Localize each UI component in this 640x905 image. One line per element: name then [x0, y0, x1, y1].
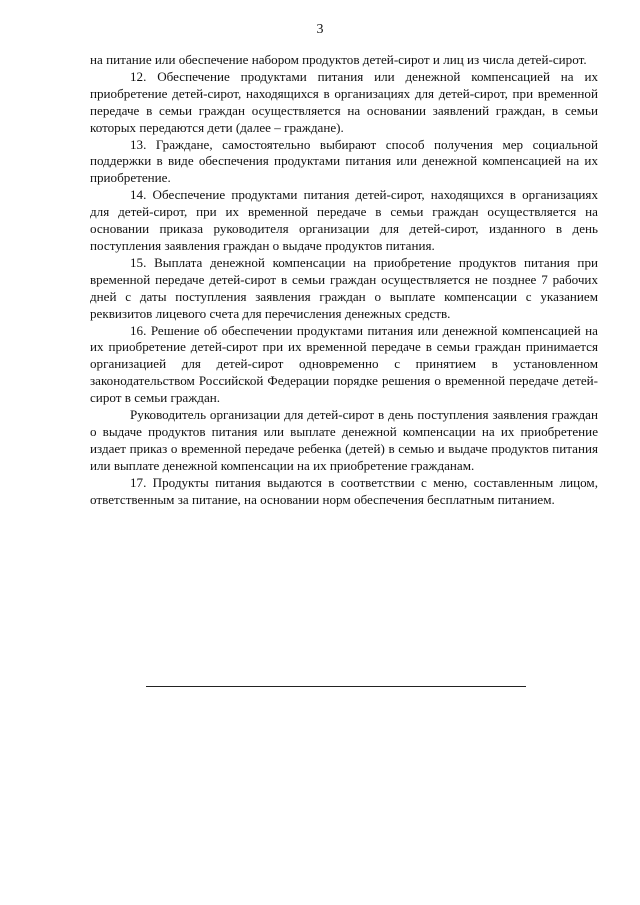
- paragraph-15: 15. Выплата денежной компенсации на приобретение продуктов питания при временной передаче детей-сирот в семьи граждан осуществляется не позднее 7 рабочих дней с даты поступления заявления граждан о выплате компенсации с указанием реквизитов лицевого счета для перечисления денежных средств.: [90, 254, 598, 321]
- end-rule: [146, 686, 526, 687]
- paragraph-17: 17. Продукты питания выдаются в соответствии с меню, составленным лицом, ответственным за питание, на основании норм обеспечения бесплатным питанием.: [90, 474, 598, 507]
- paragraph-16-head: Руководитель организации для детей-сирот в день поступления заявления граждан о выдаче продуктов питания или выплате денежной компенсации на их приобретение издает приказ о временной передаче ребенка (детей) в семью и выдаче продуктов питания или выплате денежной компенсации на их приобретение гражданам.: [90, 407, 598, 473]
- paragraph-16: 16. Решение об обеспечении продуктами питания или денежной компенсацией на их приобретение детей-сирот при их временной передаче в семьи граждан принимается организацией для детей-сирот одновременно с принятием в установленном законодательством Российской Федерации порядке решения о временной передаче детей-сирот в семьи граждан.: [90, 322, 598, 406]
- paragraph-continuation: на питание или обеспечение набором продуктов детей-сирот и лиц из числа детей-сирот.: [90, 52, 587, 67]
- paragraph-13: 13. Граждане, самостоятельно выбирают способ получения мер социальной поддержки в виде обеспечения продуктами питания или денежной компенсацией на их приобретение.: [90, 136, 598, 186]
- paragraph-12: 12. Обеспечение продуктами питания или денежной компенсацией на их приобретение детей-сирот, находящихся в организациях для детей-сирот, при временной передаче в семьи граждан осуществляется на основании заявлений граждан, в семьи которых передаются дети (далее – граждане).: [90, 68, 598, 135]
- page-number: 3: [316, 22, 324, 37]
- document-body: [90, 52, 598, 508]
- paragraph-14: 14. Обеспечение продуктами питания детей-сирот, находящихся в организациях для детей-сирот, при их временной передаче в семьи граждан осуществляется на основании приказа руководителя организации для детей-сирот, изданного в день поступления заявления граждан о выдаче продуктов питания.: [90, 187, 598, 253]
